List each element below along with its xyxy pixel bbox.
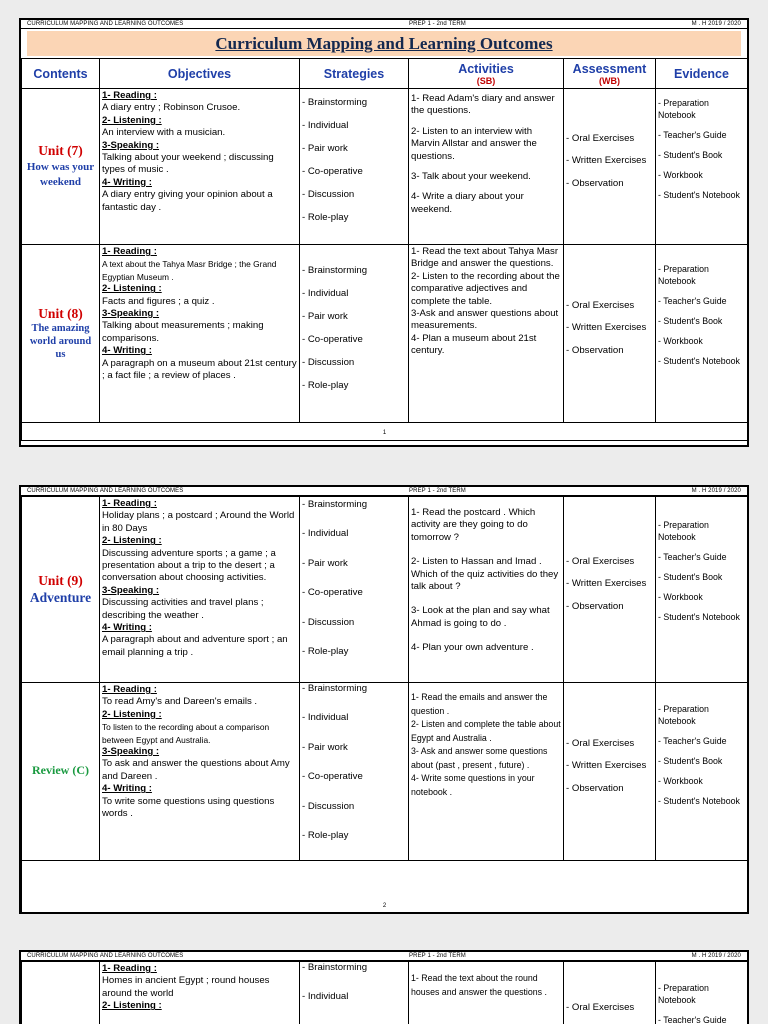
strategies-cell: - Brainstorming - Individual - Pair work - Co-operative - Discussion - Role-play bbox=[300, 245, 409, 423]
unit-cell: Unit (8) The amazing world around us bbox=[22, 245, 100, 423]
curriculum-table bbox=[21, 961, 748, 1024]
assessment-cell: - Oral Exercises - Written Exercises - Observation bbox=[564, 497, 656, 683]
table-row bbox=[22, 89, 748, 245]
objectives-cell: 1- Reading : A text about the Tahya Masr Bridge ; the Grand Egyptian Museum . 2- Listening : Facts and figures ; a quiz . 3-Speaking : Talking about measurements ; making comparisons. 4- Writing : A paragraph on a museum about 21st century ; a fact file ; a review of places . bbox=[100, 245, 300, 423]
evidence-cell: - Preparation Notebook - Teacher's Guide - Student's Book - Workbook - Student's Notebook bbox=[656, 683, 748, 861]
unit-cell bbox=[22, 962, 100, 1024]
strategies-cell: - Brainstorming - Individual - Pair work - Co-operative - Discussion - Role-play bbox=[300, 683, 409, 861]
strategies-cell: - Brainstorming - Individual - Pair work - Co-operative - Discussion - Role-play bbox=[300, 497, 409, 683]
objectives-cell: 1- Reading : A diary entry ; Robinson Crusoe. 2- Listening : An interview with a musician. 3-Speaking : Talking about your weekend ; discussing types of music . 4- Writing : A diary entry giving your opinion about a fantastic day . bbox=[100, 89, 300, 245]
table-header-row bbox=[22, 59, 748, 89]
evidence-cell: - Preparation Notebook - Teacher's Guide - Student's Book - Workbook - Student's Notebook bbox=[656, 245, 748, 423]
col-evidence: Evidence bbox=[656, 59, 748, 89]
page-2 bbox=[19, 485, 749, 914]
evidence-cell: - Preparation Notebook - Teacher's Guide - Student's Book - Workbook - Student's Notebook bbox=[656, 89, 748, 245]
table-row bbox=[22, 683, 748, 861]
col-contents: Contents bbox=[22, 59, 100, 89]
activities-cell: 1- Read the emails and answer the question . 2- Listen and complete the table about Egypt and Australia . 3- Ask and answer some questions about (past , present , future) . 4- Write some questions in your notebook . bbox=[409, 683, 564, 861]
page-header bbox=[21, 20, 747, 29]
unit-cell: Unit (7) How was your weekend bbox=[22, 89, 100, 245]
page-header: CURRICULUM MAPPING AND LEARNING OUTCOMES PREP 1 - 2nd TERM M . H 2019 / 2020 bbox=[21, 952, 747, 961]
curriculum-table bbox=[21, 496, 748, 914]
strategies-cell: - Brainstorming - Individual - Pair work - Co-operative - Discussion - Role-play bbox=[300, 89, 409, 245]
table-row bbox=[22, 423, 748, 441]
page-1 bbox=[19, 18, 749, 447]
activities-cell: 1- Read the text about Tahya Masr Bridge and answer the questions. 2- Listen to the recording about the comparative adjectives and complete the table. 3-Ask and answer questions about measurements. 4- Plan a museum about 21st century. bbox=[409, 245, 564, 423]
assessment-cell: - Oral Exercises bbox=[564, 962, 656, 1024]
unit-cell: Review (C) bbox=[22, 683, 100, 861]
page-title: Curriculum Mapping and Learning Outcomes bbox=[27, 31, 741, 56]
objectives-cell: 1- Reading : Homes in ancient Egypt ; round houses around the world 2- Listening : bbox=[100, 962, 300, 1024]
activities-cell: 1- Read Adam's diary and answer the questions. 2- Listen to an interview with Marvin Allstar and answer the questions. 3- Talk about your weekend. 4- Write a diary about your weekend. bbox=[409, 89, 564, 245]
evidence-cell: - Preparation Notebook - Teacher's Guide bbox=[656, 962, 748, 1024]
assessment-cell: - Oral Exercises - Written Exercises - Observation bbox=[564, 245, 656, 423]
page-header: CURRICULUM MAPPING AND LEARNING OUTCOMES PREP 1 - 2nd TERM M . H 2019 / 2020 bbox=[21, 487, 747, 496]
col-activities: Activities (SB) bbox=[409, 59, 564, 89]
col-strategies: Strategies bbox=[300, 59, 409, 89]
assessment-cell: - Oral Exercises - Written Exercises - Observation bbox=[564, 89, 656, 245]
unit-cell: Unit (9) Adventure bbox=[22, 497, 100, 683]
assessment-cell: - Oral Exercises - Written Exercises - Observation bbox=[564, 683, 656, 861]
col-assessment: Assessment (WB) bbox=[564, 59, 656, 89]
objectives-cell: 1- Reading : Holiday plans ; a postcard ; Around the World in 80 Days 2- Listening : Discussing adventure sports ; a game ; a presentation about a trip to the desert ; a conversation about choosing activities. 3-Speaking : Discussing activities and travel plans ; describing the weather . 4- Writing : A paragraph about and adventure sport ; an email planning a trip . bbox=[100, 497, 300, 683]
header-left: CURRICULUM MAPPING AND LEARNING OUTCOMES bbox=[27, 21, 184, 27]
curriculum-table bbox=[21, 58, 748, 441]
page-number: 1 bbox=[22, 423, 748, 441]
header-right: M . H 2019 / 2020 bbox=[691, 21, 741, 27]
activities-cell: 1- Read the postcard . Which activity are they going to do tomorrow ? 2- Listen to Hassan and Imad . Which of the quiz activities do they talk about ? 3- Look at the plan and say what Ahmad is going to do . 4- Plan your own adventure . bbox=[409, 497, 564, 683]
table-row bbox=[22, 861, 748, 914]
col-objectives: Objectives bbox=[100, 59, 300, 89]
header-mid: PREP 1 - 2nd TERM bbox=[409, 21, 466, 27]
page-3 bbox=[19, 950, 749, 1024]
strategies-cell: - Brainstorming - Individual bbox=[300, 962, 409, 1024]
evidence-cell: - Preparation Notebook - Teacher's Guide - Student's Book - Workbook - Student's Notebook bbox=[656, 497, 748, 683]
page-number: 2 bbox=[22, 861, 748, 914]
objectives-cell: 1- Reading : To read Amy's and Dareen's emails . 2- Listening : To listen to the recording about a comparison between Egypt and Australia. 3-Speaking : To ask and answer the questions about Amy and Dareen . 4- Writing : To write some questions using questions words . bbox=[100, 683, 300, 861]
table-row bbox=[22, 245, 748, 423]
table-row bbox=[22, 962, 748, 1024]
table-row bbox=[22, 497, 748, 683]
activities-cell: 1- Read the text about the round houses and answer the questions . bbox=[409, 962, 564, 1024]
